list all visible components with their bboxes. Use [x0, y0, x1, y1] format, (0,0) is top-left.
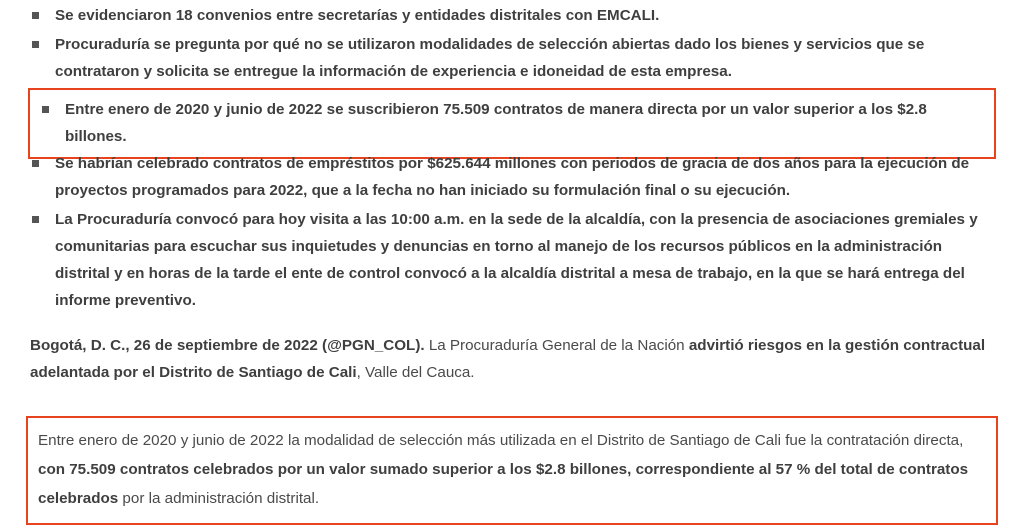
list-item: [28, 150, 996, 204]
list-item-text: Procuraduría se pregunta por qué no se utilizaron modalidades de selección abiertas dado los bienes y servicios que se contrataron y solicita se entregue la información de experiencia e idoneidad de esta empresa.: [55, 36, 925, 80]
list-item: [28, 2, 996, 29]
bullet-list-top: [28, 2, 996, 87]
highlight-box-contratos-directos: [28, 88, 996, 159]
dateline-body-1: La Procuraduría General de la Nación: [424, 337, 689, 354]
bullet-list-bottom: [28, 150, 996, 316]
highlighted-paragraph: [38, 426, 986, 513]
dateline-text: Bogotá, D. C., 26 de septiembre de 2022 (@PGN_COL).: [30, 337, 425, 354]
square-bullet-icon: [32, 12, 39, 19]
square-bullet-icon: [42, 106, 49, 113]
dateline-emphasis: advirtió riesgos en la gestión contractual adelantada por el Distrito de Santiago de Cali: [30, 337, 986, 381]
square-bullet-icon: [32, 41, 39, 48]
highlighted-body-2: por la administración distrital.: [118, 490, 320, 507]
square-bullet-icon: [32, 160, 39, 167]
list-item-text: Entre enero de 2020 y junio de 2022 se suscribieron 75.509 contratos de manera directa por un valor superior a los $2.8 billones.: [65, 101, 927, 145]
dateline-paragraph: [30, 332, 992, 386]
list-item-text: La Procuraduría convocó para hoy visita a las 10:00 a.m. en la sede de la alcaldía, con la presencia de asociaciones gremiales y comunitarias para escuchar sus inquietudes y denuncias en torno al manejo de los recursos públicos en la administración distrital y en horas de la tarde el ente de control convocó a la alcaldía distrital a mesa de trabajo, en la que se hará entrega del informe preventivo.: [55, 211, 978, 309]
list-item: [38, 96, 986, 150]
highlighted-body-1: Entre enero de 2020 y junio de 2022 la modalidad de selección más utilizada en el Distrito de Santiago de Cali fue la contratación directa,: [38, 432, 964, 449]
highlight-box-modalidad-seleccion: [26, 416, 998, 525]
list-item: [28, 31, 996, 85]
highlighted-emphasis: con 75.509 contratos celebrados por un valor sumado superior a los $2.8 billones, correspondiente al 57 % del total de contratos celebrados: [38, 461, 969, 507]
list-item: [28, 206, 996, 314]
list-item-text: Se habrían celebrado contratos de empréstitos por $625.644 millones con periodos de gracia de dos años para la ejecución de proyectos programados para 2022, que a la fecha no han iniciado su formulación final o su ejecución.: [55, 155, 970, 199]
dateline-body-2: , Valle del Cauca.: [356, 364, 475, 381]
square-bullet-icon: [32, 216, 39, 223]
list-item-text: Se evidenciaron 18 convenios entre secretarías y entidades distritales con EMCALI.: [55, 7, 660, 24]
